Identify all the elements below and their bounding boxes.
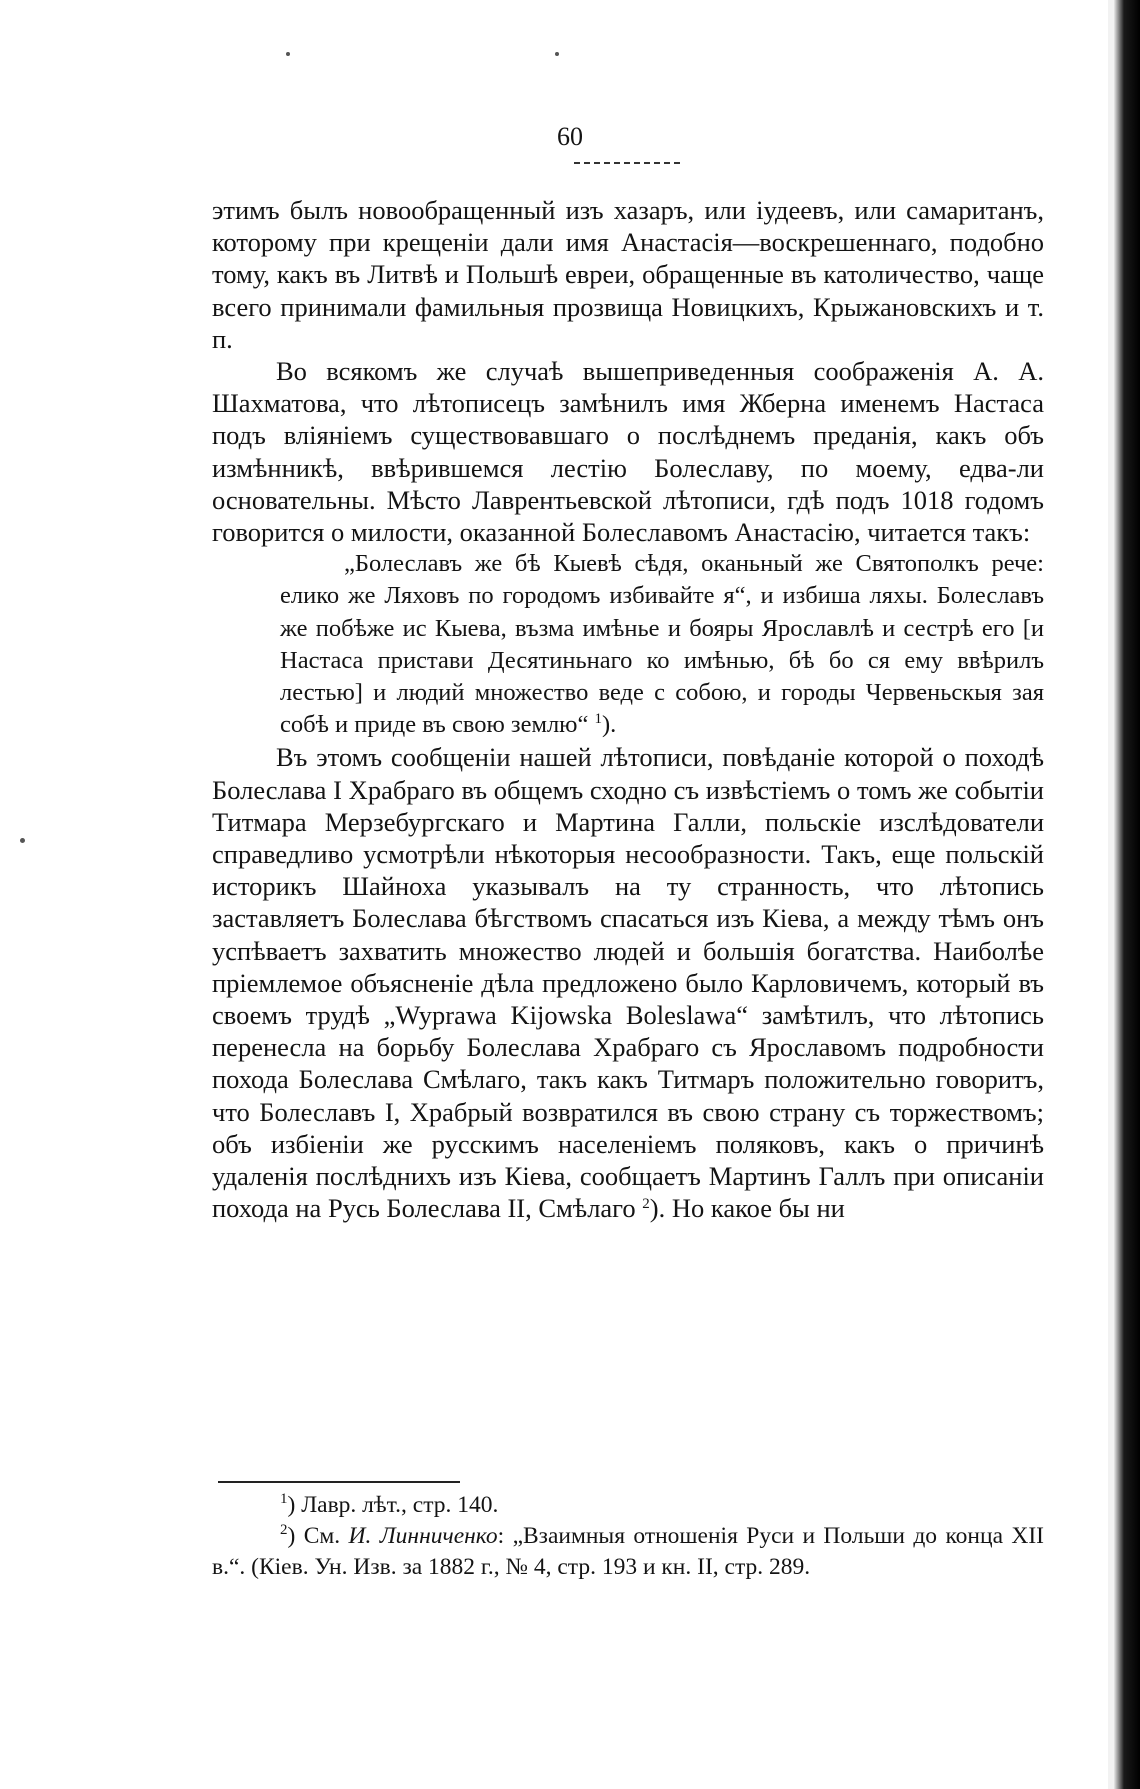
footnote-2-text: : „Взаимныя отношенія Руси и Польши до конца XII в.“. (Кiев. Ун. Изв. за 1882 г., № 4, стр. 193 и кн. II, стр. 289. [212, 1523, 1045, 1580]
paragraph-3 [212, 741, 1044, 1224]
quote-end: ). [601, 711, 617, 739]
footnotes [212, 1490, 1044, 1583]
paragraph-1: этимъ былъ новообращенный изъ хазаръ, или іудеевъ, или самаританъ, которому при крещеніи дали имя Анастасія—воскрешеннаго, подобно тому, какъ въ Литвѣ и Польшѣ евреи, обращенные въ католичество, чаще всего принимали фамильныя прозвища Новицкихъ, Крыжановскихъ и т. п. [212, 195, 1044, 354]
scan-speck [20, 838, 25, 843]
paragraph-2: Во всякомъ же случаѣ вышеприведенныя соображенія А. А. Шахматова, что лѣтописецъ замѣнилъ имя Жберна именемъ Настаса подъ вліяніемъ существовавшаго о послѣднемъ преданія, какъ объ измѣнникѣ, ввѣрившемся лестію Болеславу, по моему, едва-ли основательны. Мѣсто Лаврентьевской лѣтописи, гдѣ подъ 1018 годомъ говорится о милости, оказанной Болеславомъ Анастасію, читается такъ: [212, 356, 1044, 548]
footnote-1 [212, 1490, 1044, 1521]
footnote-1-text: ) Лавр. лѣт., стр. 140. [287, 1492, 499, 1518]
page-number-rule [574, 162, 680, 164]
footnote-2 [212, 1521, 1044, 1583]
footnote-1-mark: 1 [280, 1491, 288, 1507]
footnote-ref-2: 2 [642, 1196, 650, 1213]
footnote-ref-1: 1 [594, 711, 602, 728]
scan-speck [555, 52, 559, 56]
paragraph-3-text: Въ этомъ сообщеніи нашей лѣтописи, повѣданіе которой о походѣ Болеслава I Храбраго въ общемъ сходно съ извѣстіемъ о томъ же событіи Титмара Мерзебургскаго и Мартина Галли, польскіе изслѣдователи справедливо усмотрѣли нѣкоторыя несообразности. Такъ, еще польскій историкъ Шайноха указывалъ на ту странность, что лѣтопись заставляетъ Болеслава бѣгствомъ спасаться изъ Кіева, а между тѣмъ онъ успѣваетъ захватить множество людей и большія богатства. Наиболѣе пріемлемое объясненіе дѣла предложено было Карловичемъ, который въ своемъ трудѣ „Wyprawa Kijowska Boleslawa“ замѣтилъ, что лѣтопись перенесла на борьбу Болеслава Храбраго съ Ярославомъ подробности похода Болеслава Смѣлаго, такъ какъ Титмаръ положительно говоритъ, что Болеславъ I, Храбрый возвратился въ свою страну съ торжествомъ; объ избіеніи же русскимъ населеніемъ поляковъ, какъ о причинѣ удаленія послѣднихъ изъ Кіева, сообщаетъ Мартинъ Галлъ при описаніи похода на Русь Болеслава II, Смѣлаго [212, 742, 1044, 1224]
paragraph-3-end: ). Но какое бы ни [649, 1193, 845, 1224]
quote-text: „Болеславъ же бѣ Кыевѣ сѣдя, оканьный же Святополкъ рече: елико же Ляховъ по городомъ избивайте я“, и избиша ляхы. Болеславъ же побѣже ис Кыева, възма имѣнье и бояры Ярославлѣ и сестрѣ его [и Настаса пристави Десятиньнаго ко имѣнью, бѣ бо ся ему ввѣрилъ лестью] и людий множество веде с собою, и городы Червеньскыя зая собѣ и приде въ свою землю“ [280, 550, 1044, 739]
chronicle-quote [280, 548, 1044, 741]
page-number: 60 [557, 122, 583, 151]
footnote-2-author: И. Линниченко [348, 1523, 498, 1549]
footnote-2-prefix: ) См. [287, 1523, 341, 1549]
footnote-separator [218, 1481, 460, 1483]
main-text [212, 194, 1044, 1225]
footnote-2-mark: 2 [280, 1522, 288, 1538]
scan-edge-shadow [1114, 0, 1140, 1789]
scan-speck [286, 52, 290, 56]
